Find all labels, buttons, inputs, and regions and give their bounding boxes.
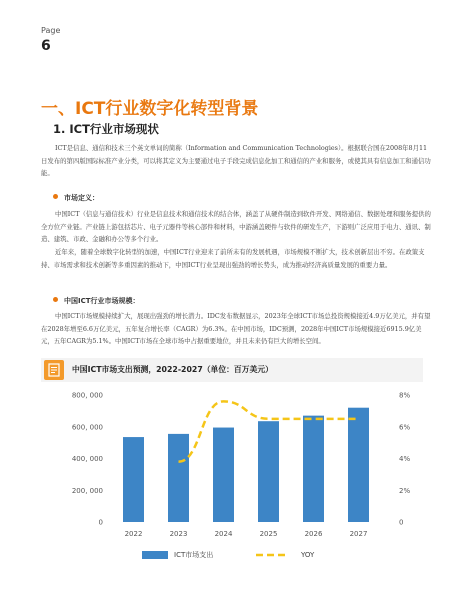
y-left-tick-label: 0 — [98, 518, 103, 527]
y-right-tick-label: 4% — [399, 455, 411, 463]
x-tick-label: 2026 — [304, 530, 323, 538]
bullet-market-definition — [53, 193, 99, 203]
page-number: 6 — [41, 38, 51, 54]
x-tick-label: 2023 — [169, 530, 188, 538]
paragraph-market-definition: 中国ICT（信息与通信技术）行业是信息技术和通信技术的结合体，涵盖了从硬件制造到软件开发、网络通信、数据处理和服务提供的全方位产业链。产业链上游包括芯片、电子元器件等核心部件和材料，中游涵盖硬件与软件的研发生产，下游则广泛应用于电力、通讯、制造、建筑、市政、金融和办公等多个行业。 — [41, 210, 431, 243]
bar-2024 — [213, 428, 234, 522]
x-tick-label: 2024 — [214, 530, 233, 538]
chart-document-icon — [44, 360, 64, 380]
bullet-market-size — [53, 296, 140, 306]
chart-title: 中国ICT市场支出预测，2022-2027（单位：百万美元） — [72, 365, 273, 374]
legend-label-spending: ICT市场支出 — [174, 551, 214, 559]
paragraph-market-growth: 近年来，随着全球数字化转型的加速，中国ICT行业迎来了前所未有的发展机遇，市场规模不断扩大，技术创新层出不穷。在政策支持、市场需求和技术创新等多重因素的推动下，中国ICT行业呈现出强劲的增长势头，成为推动经济高质量发展的重要力量。 — [41, 248, 425, 269]
bar-2023 — [168, 434, 189, 522]
bar-2025 — [258, 421, 279, 522]
x-tick-label: 2025 — [259, 530, 278, 538]
y-left-tick-label: 800, 000 — [71, 391, 103, 400]
x-tick-label: 2022 — [124, 530, 143, 538]
chart-header — [41, 358, 423, 382]
y-right-tick-label: 2% — [399, 486, 411, 495]
paragraph-market-size: 中国ICT市场规模持续扩大，展现出强劲的增长潜力。IDC发布数据显示，2023年全球ICT市场总投资规模接近4.9万亿美元，并有望在2028年增至6.6万亿美元，五年复合增长率（CAGR）为6.3%。在中国市场，IDC预测，2028年中国ICT市场规模接近6915.9亿美元，五年CAGR为5.1%。中国ICT市场在全球市场中占据重要地位，并且未来仍有巨大的增长空间。 — [41, 312, 431, 345]
paragraph-ict-definition: ICT是信息、通信和技术三个英文单词的简称（Information and Communication Technologies）。根据联合国在2008年8月11日发布的第四版国际标准产业分类，可以将其定义为主要通过电子手段完成信息化加工和通信的产业和服务，或使其具有信息加工和通信功能。 — [41, 144, 431, 177]
y-left-tick-label: 400, 000 — [71, 455, 103, 463]
y-right-tick-label: 0 — [399, 518, 404, 527]
subsection-title: 1. ICT行业市场现状 — [53, 122, 159, 136]
bullet-label: 中国ICT行业市场规模： — [64, 297, 140, 305]
y-right-tick-label: 8% — [399, 391, 411, 400]
section-title: 一、ICT行业数字化转型背景 — [41, 99, 259, 119]
bar-2027 — [348, 408, 369, 522]
legend-label-yoy: YOY — [301, 551, 315, 559]
bullet-dot-icon — [53, 194, 58, 199]
bullet-label: 市场定义： — [64, 194, 99, 202]
legend-bar-swatch — [142, 551, 168, 559]
page-label: Page — [41, 26, 61, 35]
bullet-dot-icon — [53, 297, 58, 302]
bar-2026 — [303, 416, 324, 522]
y-right-tick-label: 6% — [399, 423, 411, 432]
bar-2022 — [123, 437, 144, 522]
market-spending-chart — [41, 385, 423, 575]
y-left-tick-label: 200, 000 — [71, 486, 103, 495]
y-left-tick-label: 600, 000 — [71, 423, 103, 432]
x-tick-label: 2027 — [349, 530, 368, 538]
